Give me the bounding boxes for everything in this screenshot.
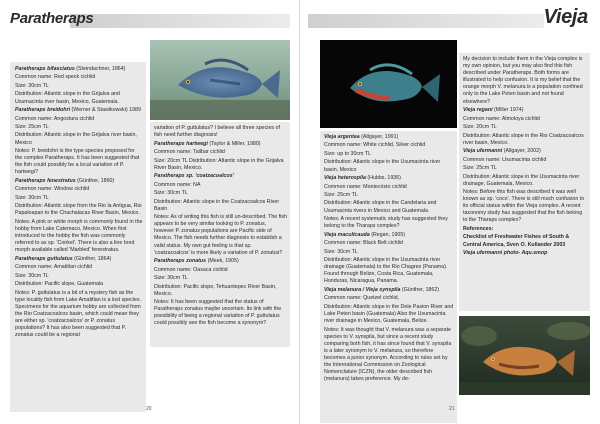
paragraph (463, 226, 587, 233)
body-text: My decision to include them in the Vieja complex is my own opinion, but you may also find this fish described under Paratheraps. Both forms are illustrated to help confusion. It is my belief that the orange morph V. melanura is a population confined only to the Lake Peten basin and not found elsewhere? (463, 56, 583, 105)
species-name: Paratheraps guttulatus (15, 255, 73, 262)
bold-text: Checklist of Freshwater Fishes of South & Central America, Sven O. Kullander 2003 (463, 234, 570, 248)
body-text: Distribution: Atlantic slope in the Usumacinta river drainage (Guatemala) to the Rio Chagres (Panama). Found through Belize, Costa Rica, Guatemala, Honduras, Nicaragua, Panama. (324, 257, 448, 285)
left-page-number: 20 (146, 406, 152, 412)
paragraph (154, 158, 287, 172)
paragraph (154, 182, 287, 189)
paragraph (15, 186, 143, 193)
paragraph (463, 133, 587, 147)
body-text: Size: 25cm TL (463, 165, 497, 172)
body-text: Common name: Tailbar cichlid (154, 149, 225, 156)
body-text: Notes: A pink or white morph is commonly found in the hobby from Lake Catemaco, Mexico. When first introduced to the hobby the fish was commonly referred to as sp. 'Conkel'. There is also a line bred morph available called 'Marbled' fenestratus. (15, 218, 143, 254)
species-name: Vieja regani (463, 107, 493, 114)
paragraph (463, 107, 587, 114)
body-text: (Günther, 1860) (75, 177, 115, 184)
body-text: Size: 30cm TL (15, 194, 49, 201)
paragraph (324, 287, 454, 294)
paragraph (324, 200, 454, 214)
paragraph (154, 258, 287, 265)
body-text: Distribution: Atlantic slope in the Usumacinta river basin, Mexico (324, 159, 441, 173)
species-name: Paratheraps zonatus (154, 258, 207, 265)
paragraph (324, 192, 454, 199)
body-text: (Miller 1974) (492, 107, 524, 114)
body-text: (Regan, 1905) (369, 231, 406, 238)
species-name: Vieja heterospila (324, 175, 366, 182)
paragraph (324, 175, 454, 182)
body-text: Distribution: Atlantic slope in the Grijalva river basin, Mexico (15, 132, 137, 146)
header-band (70, 14, 290, 28)
body-text: (Günther, 1864) (72, 255, 112, 262)
right-page-column-1 (320, 131, 457, 423)
species-name: Vieja melanura / Vieja synspila (324, 286, 401, 293)
body-text: Distribution: Atlantic slope in the Usumacinta river drainage, Guatemala, Mexico. (463, 173, 580, 187)
species-name: Vieja argentea (324, 134, 360, 140)
species-name: Vieja maculicauda (324, 231, 370, 238)
body-text: Common name: Black Belt cichlid (324, 240, 403, 247)
paragraph (15, 116, 143, 123)
body-text: Common name: Amatitlan cichlid (15, 264, 93, 271)
paragraph (15, 132, 143, 146)
left-page-column-1 (10, 62, 146, 412)
vieja-fish-photo-dark (320, 40, 457, 128)
paragraph (324, 151, 454, 158)
paragraph (324, 257, 454, 285)
species-name: Paratheraps hartwegi (154, 140, 208, 147)
paragraph (463, 124, 587, 131)
paragraph (154, 141, 287, 148)
body-text: Notes: It has been suggested that the status of Paratheraps zonatus maybe uncertain. Its link with the possibility of being a regional variation of P. guttulatus could possibly see the fish become a synonym? (154, 299, 282, 327)
body-text: Size: up to 30cm TL (324, 150, 372, 157)
paragraph (15, 203, 143, 217)
paragraph (463, 148, 587, 155)
paragraph (154, 125, 287, 139)
paragraph (324, 232, 454, 239)
body-text: Size: 20cm TL Distribution: Atlantic slope in the Grijalva River Basin, Mexico. (154, 157, 284, 171)
paragraph (463, 234, 587, 248)
left-page-column-2 (150, 122, 290, 347)
paragraph (324, 159, 454, 173)
body-text: Size: 30cm TL (15, 82, 49, 89)
paragraph (15, 66, 143, 73)
paratheraps-fish-photo (150, 40, 290, 120)
paragraph (154, 199, 287, 213)
paragraph (15, 290, 143, 340)
header-band (308, 14, 544, 28)
paragraph (324, 240, 454, 247)
right-page-header (308, 6, 588, 32)
body-text: (Steindachner, 1864) (74, 66, 126, 72)
body-text: Distribution: Atlantic slope in the Dele Pasion River and Lake Peten basin (Guatemala) Also the Usumacinta river drainage in Mexico, Guatemala, Belize. (324, 303, 454, 325)
paragraph (324, 216, 454, 230)
body-text: Common name: Quetzel cichlid, (324, 295, 400, 302)
body-text: Common name: Almoloya cichlid (463, 115, 540, 122)
body-text: Distribution: Atlantic slope in the Rio Coatzacoalcos river basin, Mexico. (463, 132, 584, 146)
left-page-header (10, 10, 290, 32)
body-text: (Günther, 1862) (400, 286, 440, 293)
body-text: Distribution: Atlantic slope in the Candelaria and Usumacinta rivers in Mexico and Guatemala. (324, 200, 437, 214)
paragraph (154, 267, 287, 274)
body-text: Distribution: Atlantic slope in the Grijalva and Usumacinta river basin, Mexico, Guatemala. (15, 91, 120, 105)
body-text: Size: 30cm TL (154, 190, 188, 197)
paragraph (15, 107, 143, 114)
paragraph (324, 327, 454, 384)
body-text: Notes: P. breidohri is the type species proposed for the complex Paratheraps. It has been suggested that the fish could possibly be a local variation of P. hartwegi? (15, 148, 140, 176)
paragraph (463, 157, 587, 164)
paragraph (154, 284, 287, 298)
paragraph (15, 178, 143, 185)
paragraph (15, 195, 143, 202)
vieja-ufermanni-photo (459, 316, 590, 395)
right-page-title: Vieja (543, 6, 588, 28)
species-name: Paratheraps breidohri (15, 107, 71, 114)
bold-text: References: (463, 225, 494, 232)
body-text: (Hubbs, 1936) (365, 175, 401, 182)
paragraph (15, 219, 143, 254)
right-page-number: 21 (449, 406, 455, 412)
body-text: (Werner & Stawikowski) 1989 (70, 107, 141, 114)
body-text: Notes: It was thought that V. melanura was a separate species to V. synspila, but since a recent study comparing both fish, it has since found that V. synspila is a later synonym to V. melanura, so therefore becomes a junior synonym. According to rules set by the International Commission on Zoological Nomenclature (ICZN), the older described fish (melanura) takes preference. My de- (324, 326, 452, 383)
paragraph (154, 214, 287, 257)
body-text: Size: 25cm TL (324, 192, 358, 198)
body-text: Distribution: Atlantic slope in the Coatzacoalcos River Basin (154, 198, 280, 212)
paragraph (15, 273, 143, 280)
paragraph (15, 124, 143, 131)
paragraph (15, 281, 143, 288)
paragraph (463, 174, 587, 188)
body-text: Distribution: Pacific slope, Tehuantepec River Basin, Mexico. (154, 283, 277, 297)
body-text: Distribution: Atlantic slope from the Rio la Antigua, Rio Papaloapan to the Chachalacas River Basin, Mexico. (15, 203, 142, 217)
body-text: (Taylor & Miller, 1980) (207, 140, 261, 147)
body-text: Common name: Window cichlid (15, 186, 90, 193)
paragraph (324, 134, 454, 141)
paragraph (463, 116, 587, 123)
paragraph (463, 56, 587, 106)
body-text: Notes: Before this fish was described it was well known as sp. 'coco'. There is still much confusion to its official status within the Vieja complex. A recent taxonomy study has suggested that the fish belong to the Tharaps complex? (463, 189, 585, 224)
paragraph (324, 295, 454, 302)
body-text: Common name: Oaxaca cichlid (154, 266, 228, 273)
paragraph (324, 142, 454, 149)
paragraph (324, 184, 454, 191)
body-text: (Allgayer, 2002) (502, 148, 541, 155)
body-text: Common name: Usumacinta cichlid (463, 156, 547, 163)
paragraph (154, 173, 287, 180)
paragraph (15, 91, 143, 105)
left-page-title: Paratheraps (10, 10, 94, 27)
body-text: Size: 30cm TL (154, 275, 188, 282)
species-name: Vieja ufermanni (463, 148, 503, 155)
body-text: Size: 30cm TL (15, 272, 49, 279)
paragraph (15, 74, 143, 81)
paragraph (154, 190, 287, 197)
body-text: Common name: Red speck cichlid (15, 74, 96, 81)
paragraph (15, 264, 143, 271)
body-text: Size: 30cm TL (324, 248, 358, 255)
body-text: Common name: Angostura cichlid (15, 115, 95, 122)
body-text: Size: 25cm TL (15, 124, 49, 130)
paragraph (154, 149, 287, 156)
species-name: Paratheraps fenestratus (15, 177, 76, 184)
paragraph (15, 256, 143, 263)
body-text: Distribution: Pacific slope, Guatemala (15, 281, 104, 288)
body-text: Common name: Montecristo cichlid (324, 183, 407, 190)
body-text: Common name: White cichlid, Silver cichlid (324, 142, 426, 149)
right-page-column-2 (459, 53, 590, 311)
body-text: variation of P. guttulatus? I believe all three species of fish need further diagnosis! (154, 125, 280, 139)
body-text: Size: 20cm TL (463, 124, 497, 131)
species-name: Vieja ufermanni photo- Aqu.smop (463, 250, 548, 257)
species-name: Paratheraps sp. 'coatzacoalcos' (154, 173, 234, 180)
body-text: Notes: A recent systematic study has suggested they belong to the Tharaps complex? (324, 216, 448, 230)
body-text: Notes: P. guttulatus is a bit of a mystery fish as the type locality fish from Lake Amatitlan is a lost species. Specimens for the aquarium hobby are collected from the Rio Coatzacoalcos basin, which could mean they are either sp. 'coatzacoalcos' or P. zonatus populations? It has also been suggested that P. zonatus could be a regional (15, 289, 142, 339)
body-text: (Allgayer, 1991) (359, 134, 399, 140)
body-text: Common name: NA (154, 181, 201, 188)
paragraph (154, 299, 287, 327)
species-name: Paratheraps bifasciatus (15, 66, 75, 72)
paragraph (324, 249, 454, 256)
paragraph (15, 148, 143, 176)
paragraph (463, 165, 587, 172)
paragraph (463, 250, 587, 257)
body-text: (Meek, 1905) (206, 258, 239, 265)
paragraph (463, 189, 587, 224)
body-text: Notes: As of writing this fish is still un-described. The fish appears to be very similar looking to P. zonatus, however P. zonatus populations are Pacific side of Mexico. The fish needs further diagnosis to establish a valid status. My own gut feeling is that sp. 'coatzacoalcos' is more likely a variation of P. zonatus? (154, 214, 287, 256)
paragraph (15, 83, 143, 90)
page-gutter (299, 0, 300, 424)
paragraph (154, 275, 287, 282)
paragraph (324, 304, 454, 325)
